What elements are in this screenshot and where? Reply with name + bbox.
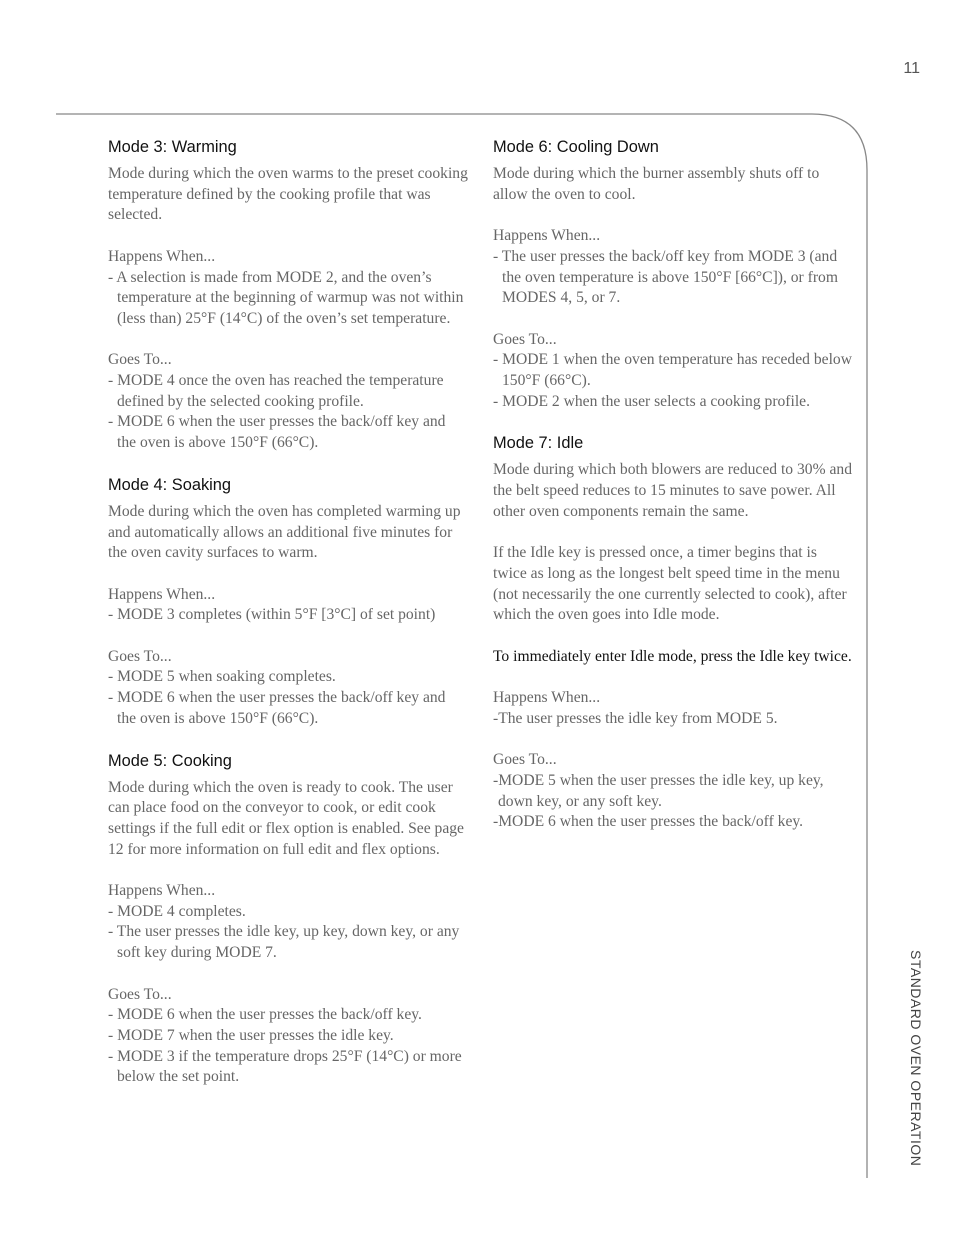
body-text: Mode during which the oven is ready to cook. The user can place food on the conveyor to cook, or edit cook settings if the full edit or flex option is enabled. See page 12 for more information on full edit and flex options. — [108, 778, 464, 858]
body-text: Mode during which the oven warms to the preset cooking temperature defined by the cooking profile that was selected. — [108, 165, 468, 224]
paragraph-block — [108, 350, 468, 454]
list-label: Goes To... — [493, 330, 557, 348]
paragraph-block — [108, 881, 468, 964]
list-label: Goes To... — [493, 751, 557, 769]
left-column — [108, 136, 468, 1108]
list-label: Goes To... — [108, 647, 172, 665]
body-text: Mode during which both blowers are reduced to 30% and the belt speed reduces to 15 minutes to save power. All other oven components remain the same. — [493, 461, 852, 520]
list-item: - MODE 4 once the oven has reached the temperature defined by the selected cooking profile. — [108, 372, 444, 410]
paragraph-block — [108, 247, 468, 330]
body-text: Mode during which the burner assembly shuts off to allow the oven to cool. — [493, 165, 820, 203]
paragraph-block — [493, 688, 853, 729]
paragraph-block — [493, 750, 853, 833]
section-heading: Mode 6: Cooling Down — [493, 138, 659, 156]
list-label: Happens When... — [108, 882, 216, 900]
page-number: 11 — [903, 60, 920, 77]
mode-section — [493, 136, 853, 412]
list-item: -The user presses the idle key from MODE 5. — [493, 709, 778, 727]
list-item: - MODE 5 when soaking completes. — [108, 668, 336, 686]
list-item: -MODE 6 when the user presses the back/off key. — [493, 813, 804, 831]
body-text: Mode during which the oven has completed warming up and automatically allows an additional five minutes for the oven cavity surfaces to warm. — [108, 502, 461, 562]
list-item: -MODE 5 when the user presses the idle key, up key, down key, or any soft key. — [493, 771, 824, 810]
list-label: Happens When... — [493, 227, 601, 245]
paragraph-block — [108, 647, 468, 730]
list-item: - MODE 6 when the user presses the back/off key. — [108, 1006, 422, 1024]
body-text: If the Idle key is pressed once, a timer begins that is twice as long as the longest belt speed time in the menu (not necessarily the one currently selected to cook), after which the oven goes into Idle mode. — [493, 544, 847, 624]
paragraph-block — [493, 164, 853, 205]
list-item: - The user presses the idle key, up key, down key, or any soft key during MODE 7. — [108, 923, 460, 962]
list-item: - MODE 6 when the user presses the back/off key and the oven is above 150°F (66°C). — [108, 413, 446, 452]
section-heading: Mode 5: Cooking — [108, 751, 232, 770]
paragraph-block — [493, 543, 853, 626]
list-label: Happens When... — [493, 689, 601, 707]
paragraph-block — [108, 985, 468, 1089]
list-item: - MODE 7 when the user presses the idle key. — [108, 1026, 394, 1044]
mode-section — [108, 136, 468, 454]
paragraph-block — [493, 330, 853, 413]
section-heading: Mode 7: Idle — [493, 434, 584, 453]
mode-section — [493, 432, 853, 833]
section-heading: Mode 4: Soaking — [108, 475, 232, 494]
mode-section — [108, 750, 468, 1089]
list-label: Happens When... — [108, 247, 216, 265]
list-label: Goes To... — [108, 351, 172, 369]
right-column — [493, 136, 853, 853]
list-item: - MODE 1 when the oven temperature has receded below 150°F (66°C). — [493, 351, 852, 389]
paragraph-block — [108, 164, 468, 226]
section-heading: Mode 3: Warming — [108, 138, 237, 156]
list-item: - The user presses the back/off key from MODE 3 (and the oven temperature is above 150°F [66°C]), or from MODES 4, 5, or 7. — [493, 247, 838, 307]
mode-section — [108, 474, 468, 730]
paragraph-block — [493, 226, 853, 309]
paragraph-block — [493, 460, 853, 522]
note-text: To immediately enter Idle mode, press the Idle key twice. — [493, 647, 852, 665]
paragraph-block — [108, 502, 468, 564]
list-item: - MODE 3 completes (within 5°F [3°C] of set point) — [108, 606, 436, 624]
list-item: - MODE 4 completes. — [108, 902, 246, 920]
paragraph-block — [108, 585, 468, 626]
paragraph-block — [493, 647, 853, 668]
section-side-title: STANDARD OVEN OPERATION — [908, 950, 924, 1167]
list-item: - A selection is made from MODE 2, and the oven’s temperature at the beginning of warmup was not within (less than) 25°F (14°C) of the oven’s set temperature. — [108, 268, 464, 327]
list-label: Happens When... — [108, 585, 216, 603]
list-item: - MODE 2 when the user selects a cooking profile. — [493, 392, 810, 410]
list-item: - MODE 6 when the user presses the back/off key and the oven is above 150°F (66°C). — [108, 689, 446, 727]
list-item: - MODE 3 if the temperature drops 25°F (14°C) or more below the set point. — [108, 1047, 462, 1086]
list-label: Goes To... — [108, 985, 172, 1003]
paragraph-block — [108, 778, 468, 861]
